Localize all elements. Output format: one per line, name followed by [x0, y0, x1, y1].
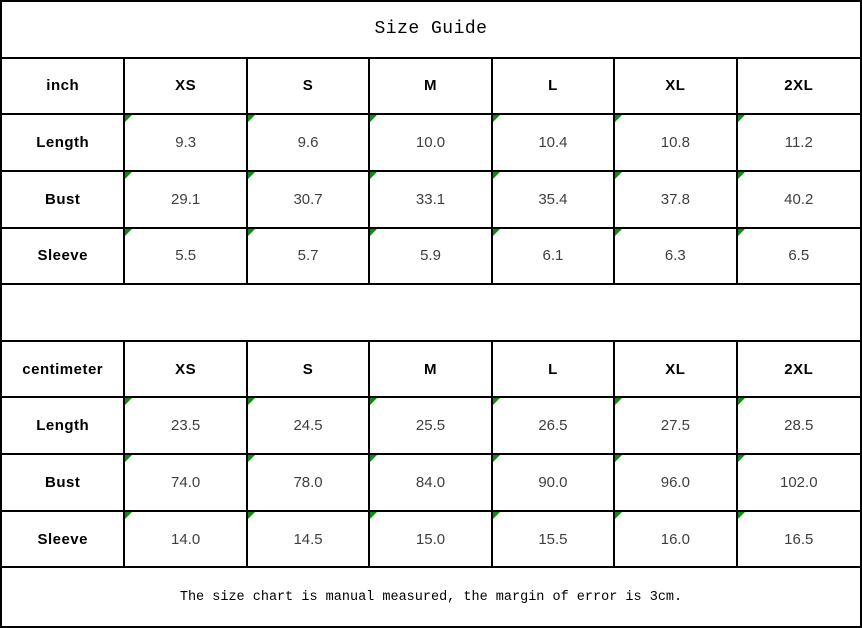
corner-marker-icon	[493, 115, 500, 122]
value-text: 16.5	[784, 530, 814, 548]
value-cell	[248, 172, 370, 229]
corner-marker-icon	[738, 229, 745, 236]
value-text: 10.8	[660, 134, 690, 152]
value-cell	[615, 398, 737, 455]
corner-marker-icon	[615, 115, 622, 122]
corner-marker-icon	[615, 398, 622, 405]
value-text: 23.5	[171, 417, 201, 435]
size-header-l: L	[493, 59, 615, 116]
value-text: 90.0	[538, 473, 568, 491]
value-cell	[615, 229, 737, 286]
value-cell	[738, 398, 860, 455]
value-text: 33.1	[415, 190, 446, 208]
corner-marker-icon	[125, 172, 132, 179]
value-cell	[370, 398, 492, 455]
value-text: 6.1	[542, 247, 564, 265]
value-text: 30.7	[293, 190, 323, 208]
corner-marker-icon	[248, 398, 255, 405]
value-cell	[125, 172, 247, 229]
corner-marker-icon	[493, 455, 500, 462]
unit-header-centimeter: centimeter	[2, 342, 125, 399]
value-cell	[125, 398, 247, 455]
value-cell	[615, 172, 737, 229]
value-cell	[248, 115, 370, 172]
value-text: 9.6	[297, 134, 319, 152]
spacer-row	[2, 285, 860, 342]
size-header-xl: XL	[615, 342, 737, 399]
value-text: 16.0	[660, 530, 690, 548]
size-header-xl: XL	[615, 59, 737, 116]
value-cell	[125, 115, 247, 172]
corner-marker-icon	[248, 115, 255, 122]
value-cell	[493, 229, 615, 286]
value-cell	[493, 115, 615, 172]
value-text: 6.3	[664, 247, 686, 265]
value-cell	[248, 512, 370, 569]
corner-marker-icon	[248, 229, 255, 236]
corner-marker-icon	[248, 512, 255, 519]
value-cell	[370, 512, 492, 569]
value-text: 14.5	[293, 530, 323, 548]
value-cell	[738, 455, 860, 512]
value-cell	[493, 455, 615, 512]
corner-marker-icon	[493, 398, 500, 405]
corner-marker-icon	[493, 512, 500, 519]
corner-marker-icon	[615, 172, 622, 179]
corner-marker-icon	[370, 172, 377, 179]
size-header-xs: XS	[125, 59, 247, 116]
corner-marker-icon	[125, 512, 132, 519]
unit-header-inch: inch	[2, 59, 125, 116]
corner-marker-icon	[125, 229, 132, 236]
size-header-xs: XS	[125, 342, 247, 399]
corner-marker-icon	[738, 512, 745, 519]
value-cell	[370, 172, 492, 229]
value-text: 25.5	[415, 417, 446, 435]
corner-marker-icon	[370, 455, 377, 462]
corner-marker-icon	[493, 229, 500, 236]
size-header-m: M	[370, 59, 492, 116]
row-label-sleeve: Sleeve	[2, 229, 125, 286]
corner-marker-icon	[738, 455, 745, 462]
value-text: 27.5	[660, 417, 690, 435]
corner-marker-icon	[370, 115, 377, 122]
value-cell	[125, 455, 247, 512]
value-cell	[615, 115, 737, 172]
value-text: 78.0	[293, 473, 323, 491]
corner-marker-icon	[370, 398, 377, 405]
corner-marker-icon	[738, 398, 745, 405]
value-text: 5.5	[175, 247, 197, 265]
row-label-length: Length	[2, 115, 125, 172]
value-text: 10.0	[415, 134, 446, 152]
size-header-m: M	[370, 342, 492, 399]
value-text: 96.0	[660, 473, 690, 491]
value-cell	[615, 455, 737, 512]
value-text: 5.7	[297, 247, 319, 265]
corner-marker-icon	[248, 172, 255, 179]
value-cell	[738, 172, 860, 229]
value-cell	[248, 229, 370, 286]
value-cell	[738, 512, 860, 569]
footer-note: The size chart is manual measured, the margin of error is 3cm.	[179, 589, 683, 605]
value-cell	[248, 398, 370, 455]
value-cell	[248, 455, 370, 512]
corner-marker-icon	[125, 455, 132, 462]
corner-marker-icon	[125, 115, 132, 122]
value-text: 37.8	[660, 190, 690, 208]
value-text: 74.0	[171, 473, 201, 491]
corner-marker-icon	[738, 172, 745, 179]
value-text: 14.0	[171, 530, 201, 548]
size-header-2xl: 2XL	[738, 59, 860, 116]
corner-marker-icon	[615, 455, 622, 462]
size-header-s: S	[248, 342, 370, 399]
value-text: 11.2	[784, 134, 813, 152]
value-text: 35.4	[538, 190, 568, 208]
value-cell	[615, 512, 737, 569]
corner-marker-icon	[615, 512, 622, 519]
value-text: 15.0	[415, 530, 446, 548]
row-label-length: Length	[2, 398, 125, 455]
value-text: 24.5	[293, 417, 323, 435]
size-header-s: S	[248, 59, 370, 116]
value-text: 26.5	[538, 417, 568, 435]
row-label-bust: Bust	[2, 172, 125, 229]
value-cell	[370, 455, 492, 512]
value-text: 10.4	[538, 134, 568, 152]
value-cell	[493, 512, 615, 569]
value-cell	[493, 398, 615, 455]
corner-marker-icon	[615, 229, 622, 236]
value-cell	[738, 229, 860, 286]
row-label-bust: Bust	[2, 455, 125, 512]
corner-marker-icon	[248, 455, 255, 462]
value-cell	[370, 115, 492, 172]
corner-marker-icon	[493, 172, 500, 179]
value-text: 102.0	[780, 473, 818, 491]
page-title: Size Guide	[2, 2, 860, 59]
size-header-2xl: 2XL	[738, 342, 860, 399]
corner-marker-icon	[125, 398, 132, 405]
value-text: 15.5	[538, 530, 568, 548]
corner-marker-icon	[370, 229, 377, 236]
value-cell	[738, 115, 860, 172]
value-text: 6.5	[788, 247, 810, 265]
value-text: 40.2	[784, 190, 814, 208]
value-text: 28.5	[784, 417, 814, 435]
corner-marker-icon	[738, 115, 745, 122]
value-cell	[125, 229, 247, 286]
row-label-sleeve: Sleeve	[2, 512, 125, 569]
value-text: 9.3	[175, 134, 197, 152]
value-cell	[493, 172, 615, 229]
corner-marker-icon	[370, 512, 377, 519]
value-text: 5.9	[420, 247, 441, 265]
value-cell	[370, 229, 492, 286]
value-text: 29.1	[171, 190, 201, 208]
value-cell	[125, 512, 247, 569]
size-header-l: L	[493, 342, 615, 399]
value-text: 84.0	[415, 473, 446, 491]
